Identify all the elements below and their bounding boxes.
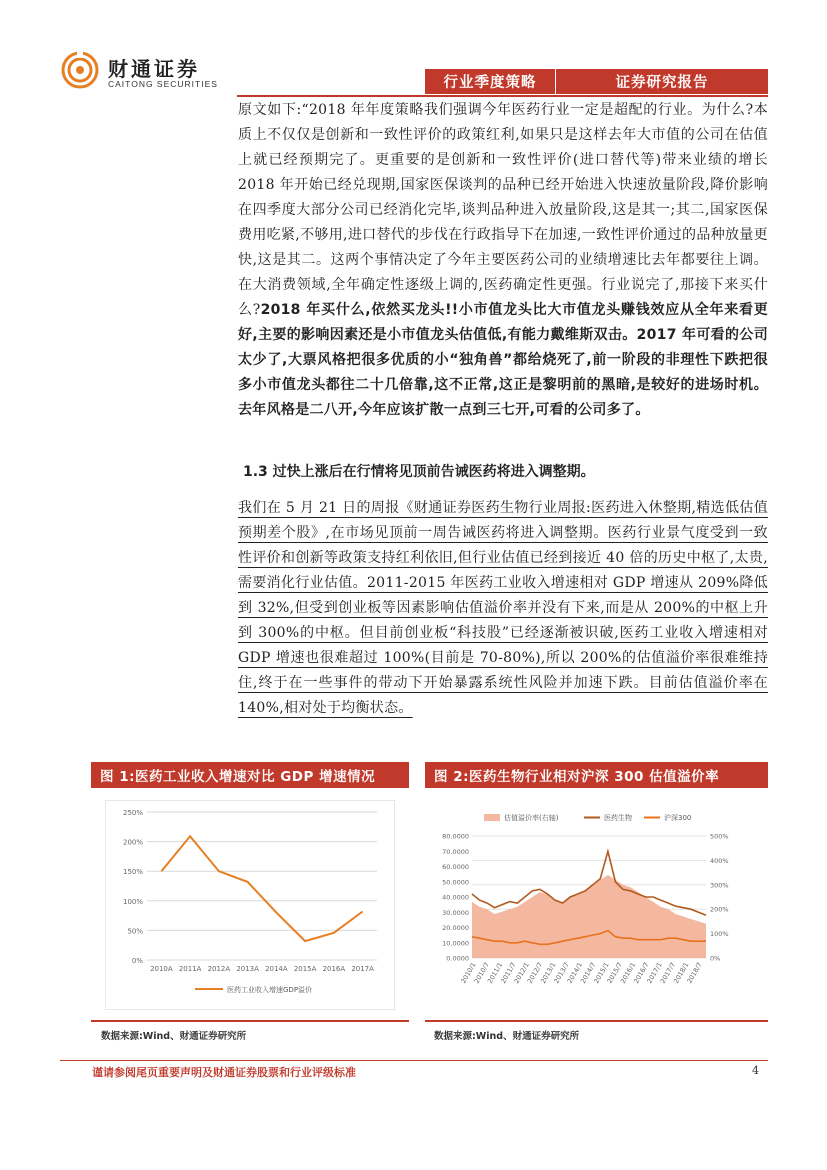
y-right-tick-label: 100% xyxy=(710,930,729,939)
y-right-tick-label: 200% xyxy=(710,905,729,914)
y-left-tick-label: 0.0000 xyxy=(446,954,469,963)
caitong-logo-icon xyxy=(60,50,100,90)
x-tick-label: 2011/1 xyxy=(485,961,505,985)
y-left-tick-label: 30.0000 xyxy=(442,908,469,917)
y-tick-label: 250% xyxy=(122,809,143,817)
company-name-cn: 财通证券 xyxy=(108,57,200,81)
x-tick-label: 2014A xyxy=(265,965,288,973)
y-left-tick-label: 60.0000 xyxy=(442,863,469,871)
legend-label: 医药工业收入增速GDP溢价 xyxy=(227,986,313,994)
x-tick-label: 2016/1 xyxy=(618,961,638,985)
footer-disclaimer: 谨请参阅尾页重要声明及财通证券股票和行业评级标准 xyxy=(92,1066,356,1079)
y-tick-label: 200% xyxy=(122,838,143,847)
figure-2-title: 图 2:医药生物行业相对沪深 300 估值溢价率 xyxy=(425,762,768,788)
x-tick-label: 2010/1 xyxy=(459,961,478,985)
figure-1-title: 图 1:医药工业收入增速对比 GDP 增速情况 xyxy=(91,762,409,788)
y-left-tick-label: 40.0000 xyxy=(442,893,469,902)
y-right-tick-label: 0% xyxy=(710,954,721,963)
y-left-tick-label: 80.0000 xyxy=(442,832,469,841)
legend-label: 沪深300 xyxy=(664,814,692,822)
x-tick-label: 2014/1 xyxy=(565,961,585,985)
x-tick-label: 2015/1 xyxy=(592,961,611,985)
page-number: 4 xyxy=(752,1064,759,1077)
x-tick-label: 2012/1 xyxy=(512,961,531,985)
x-tick-label: 2012/7 xyxy=(525,961,545,985)
quote-bold-text: 2018 年买什么,依然买龙头!!小市值龙头比大市值龙头赚钱效应从全年来看更好,主要的影响因素还是小市值龙头估值低,有能力戴维斯双击。2017 年可看的公司太少了,大票风格把很多优质的小“独角兽”都给烧死了,前一阶段的非理性下跌把很多小市值龙头都往二十几倍靠,这不正常,这正是黎明前的黑暗,是较好的进场时机。去年风格是二八开,今年应该扩散一点到三七开,可看的公司多了。 xyxy=(238,302,769,418)
y-right-tick-label: 500% xyxy=(710,832,729,841)
x-tick-label: 2010/7 xyxy=(472,961,492,985)
figure-1-source: 数据来源:Wind、财通证券研究所 xyxy=(101,1031,247,1042)
x-tick-label: 2017A xyxy=(351,965,374,973)
x-tick-label: 2017/7 xyxy=(658,961,678,985)
quote-normal-text: 原文如下:“2018 年年度策略我们强调今年医药行业一定是超配的行业。为什么?本质上不仅仅是创新和一致性评价的政策红利,如果只是这样去年大市值的公司在估值上就已经预期完了。更重要的是创新和一致性评价(进口替代等)带来业绩的增长 2018 年开始已经兑现期,国家医保谈判的品种已经开始进入快速放量阶段,降价影响在四季度大部分公司已经消化完毕,谈判品种进入放量阶段,这是其一;其二,国家医保费用吃紧,不够用,进口替代的步伐在行政指导下在加速,一致性评价通过的品种放量更快,这是其二。这两个事情决定了今年主要医药公司的业绩增速比去年都要往上调。在大消费领域,全年确定性逐级上调的,医药确定性更强。行业说完了,那接下来买什么? xyxy=(238,102,768,318)
x-tick-label: 2015A xyxy=(293,965,317,973)
x-tick-label: 2017/1 xyxy=(645,961,664,985)
x-tick-label: 2015/7 xyxy=(605,961,624,985)
y-left-tick-label: 10.0000 xyxy=(442,939,469,948)
y-tick-label: 0% xyxy=(131,957,143,965)
y-tick-label: 150% xyxy=(122,868,143,877)
legend-swatch xyxy=(484,814,500,821)
x-tick-label: 2018/1 xyxy=(672,961,691,985)
x-tick-label: 2016/7 xyxy=(632,961,651,985)
report-category-tag: 证券研究报告 xyxy=(556,69,768,94)
legend-label: 估值溢价率(右轴) xyxy=(504,814,559,822)
x-tick-label: 2011A xyxy=(178,965,202,973)
legend-label: 医药生物 xyxy=(604,814,632,822)
x-tick-label: 2018/7 xyxy=(685,961,704,985)
x-tick-label: 2014/7 xyxy=(579,961,598,985)
strategy-quote-paragraph xyxy=(238,98,768,423)
x-tick-label: 2013A xyxy=(236,965,259,973)
header-divider xyxy=(237,95,768,97)
y-right-tick-label: 300% xyxy=(710,881,729,890)
y-right-tick-label: 400% xyxy=(710,856,729,865)
y-left-tick-label: 20.0000 xyxy=(442,924,469,932)
x-tick-label: 2012A xyxy=(207,965,231,973)
report-type-tag: 行业季度策略 xyxy=(425,69,555,94)
x-tick-label: 2010A xyxy=(150,965,173,973)
y-tick-label: 100% xyxy=(122,897,143,906)
y-left-tick-label: 50.0000 xyxy=(442,878,469,887)
gdp-growth-line-chart xyxy=(105,800,395,1010)
company-name-en: CAITONG SECURITIES xyxy=(108,79,218,89)
x-tick-label: 2013/7 xyxy=(552,961,571,985)
x-tick-label: 2016A xyxy=(322,965,346,973)
figure-2-source: 数据来源:Wind、财通证券研究所 xyxy=(434,1031,580,1042)
section-title: 1.3 过快上涨后在行情将见顶前告诫医药将进入调整期。 xyxy=(243,464,595,480)
x-tick-label: 2011/7 xyxy=(499,961,518,985)
weekly-report-paragraph xyxy=(238,496,768,721)
x-tick-label: 2013/1 xyxy=(539,961,558,985)
y-left-tick-label: 70.0000 xyxy=(442,847,469,856)
footer-divider xyxy=(60,1060,768,1061)
y-tick-label: 50% xyxy=(127,927,143,936)
valuation-premium-chart xyxy=(432,808,762,1013)
underlined-text: 我们在 5 月 21 日的周报《财通证券医药生物行业周报:医药进入休整期,精选低估值预期差个股》,在市场见顶前一周告诫医药将进入调整期。医药行业景气度受到一致性评价和创新等政策支持红利依旧,但行业估值已经到接近 40 倍的历史中枢了,太贵,需要消化行业估值。2011-2015 年医药工业收入增速相对 GDP 增速从 209%降低到 32%,但受到创业板等因素影响估值溢价率并没有下来,而是从 200%的中枢上升到 300%的中枢。但目前创业板“科技股”已经逐渐被识破,医药工业收入增速相对 GDP 增速也很难超过 100%(目前是 70-80%),所以 200%的估值溢价率很难维持住,终于在一些事件的带动下开始暴露系统性风险并加速下跌。目前估值溢价率在 140%,相对处于均衡状态。 xyxy=(238,500,768,716)
